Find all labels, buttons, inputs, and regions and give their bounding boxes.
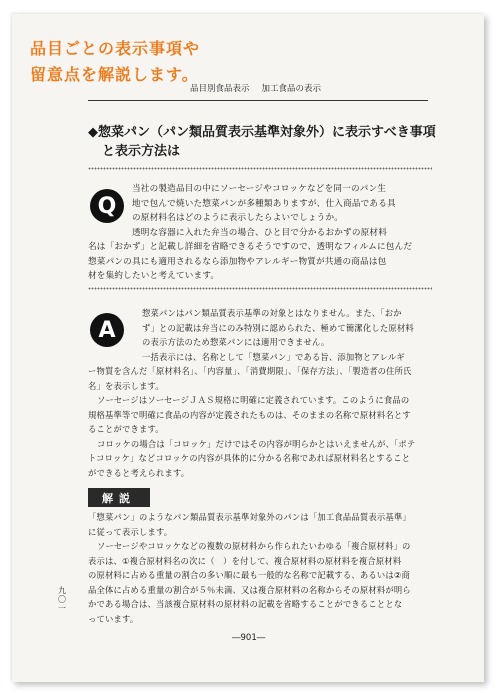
explanation-badge: 解説 bbox=[88, 488, 150, 507]
handwritten-note-line1: 品目ごとの表示事項や bbox=[30, 39, 201, 58]
question-line: 惣菜パンの具にも適用されるなら添加物やアレルギー物質が共通の商品は包 bbox=[88, 256, 387, 267]
answer-badge: A bbox=[90, 313, 124, 347]
explanation-line: に従って表示します。 bbox=[88, 526, 173, 537]
dotted-divider-middle bbox=[88, 287, 432, 290]
section-title bbox=[88, 123, 448, 161]
question-line: 名は「おかず」と記載し詳細を省略できるそうですので、透明なフィルムに包んだ bbox=[88, 242, 413, 252]
answer-text bbox=[88, 306, 415, 480]
question-line: 透明な容器に入れた弁当の場合、ひと目で分かるおかずの原材料 bbox=[132, 227, 388, 238]
dotted-divider-top bbox=[88, 167, 432, 170]
side-page-number: 九〇一 bbox=[58, 586, 66, 613]
answer-line: 規格基準等で明確に食品の内容が定義されたものは、そのままの名称で原材料名とす bbox=[88, 409, 411, 420]
explanation-line: かである場合は、当該複合原材料の原材料の記載を省略することができることとな bbox=[88, 599, 403, 609]
answer-line: 惣菜パンはパン類品質表示基準の対象とはなりません。また、「おか bbox=[142, 308, 402, 318]
running-head bbox=[190, 82, 321, 94]
answer-line: トコロッケ」などコロッケの内容が具体的に分かる名称であれば原材料名とすること bbox=[88, 453, 411, 463]
section-title-line2: と表示方法は bbox=[102, 144, 181, 159]
answer-line: ソーセージはソーセージＪＡＳ規格に明確に定義されています。このように食品の bbox=[97, 395, 410, 405]
answer-line: ができると考えられます。 bbox=[88, 467, 190, 478]
question-line: 材を集約したいと考えています。 bbox=[88, 271, 220, 281]
explanation-line: の原材料に占める重量の割合の多い順に最も一般的な名称で記載する、あるいは②商 bbox=[88, 570, 411, 580]
answer-line: ず」との記載は弁当にのみ特別に認められた、極めて簡潔化した原材料 bbox=[142, 322, 414, 333]
explanation-line: っています。 bbox=[88, 613, 139, 624]
answer-line: 一括表示には、名称として「惣菜パン」である旨、添加物とアレルギ bbox=[142, 351, 405, 362]
answer-line: の表示方法のため惣菜パンには適用できません。 bbox=[142, 337, 330, 347]
answer-line: コロッケの場合は「コロッケ」だけではその内容が明らかとはいえませんが、「ポテ bbox=[97, 438, 416, 449]
answer-line: ー物質を含んだ「原材料名」、「内容量」、「消費期限」、「保存方法」、「製造者の住所氏 bbox=[88, 366, 412, 376]
question-text bbox=[88, 182, 412, 284]
explanation-line: ソーセージやコロッケなどの複数の原材料から作られたいわゆる「複合原材料」の bbox=[97, 541, 411, 551]
explanation-text bbox=[88, 510, 411, 626]
handwritten-note-line2: 留意点を解説します。 bbox=[30, 65, 199, 84]
answer-line: 名」を表示します。 bbox=[88, 380, 164, 391]
header-rule bbox=[88, 100, 428, 101]
section-title-line1: ◆惣菜パン（パン類品質表示基準対象外）に表示すべき事項 bbox=[88, 125, 436, 140]
answer-line: ることができます。 bbox=[88, 424, 164, 434]
explanation-line: 表示は、①複合原材料名の次に（ ）を付して、複合原材料の原材料を複合原材料 bbox=[88, 555, 402, 566]
question-line: の原材料名はどのように表示したらよいでしょうか。 bbox=[132, 213, 344, 223]
question-badge: Q bbox=[90, 189, 124, 223]
running-head-right: 加工食品の表示 bbox=[261, 84, 322, 94]
question-line: 地で包んで焼いた惣菜パンが多種類ありますが、仕入商品である具 bbox=[132, 198, 396, 209]
explanation-line: 品全体に占める重量の割合が５％未満、又は複合原材料の名称からその原材料が明ら bbox=[88, 584, 411, 595]
running-head-left: 品目別食品表示 bbox=[190, 84, 250, 94]
page-number: ―901― bbox=[232, 633, 266, 643]
explanation-line: 「惣菜パン」のようなパン類品質表示基準対象外のパンは「加工食品品質表示基準」 bbox=[88, 512, 411, 522]
question-line: 当社の製造品目の中にソーセージやコロッケなどを同一のパン生 bbox=[132, 184, 387, 194]
